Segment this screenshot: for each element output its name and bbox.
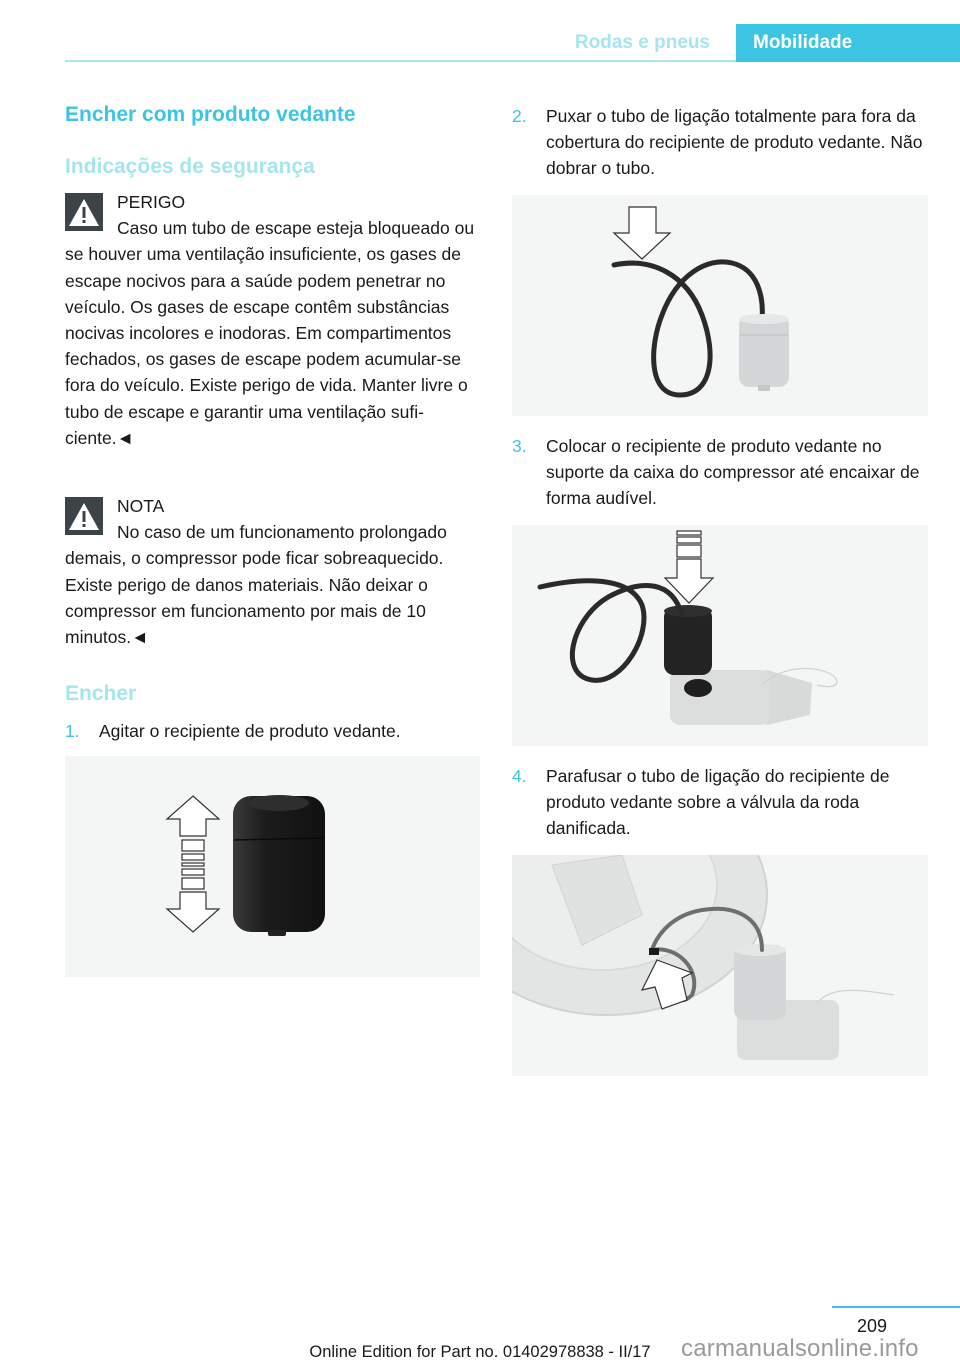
step-4 <box>512 763 928 842</box>
step-text: Agitar o recipiente de produto vedante. <box>99 721 401 741</box>
step-number: 3. <box>512 436 527 456</box>
step-text: Colocar o recipiente de produto vedante no suporte da caixa do compressor até encaixar de forma audível. <box>546 436 920 509</box>
watermark: carmanualsonline.info <box>681 1335 919 1362</box>
connect-hose-to-valve-figure <box>512 855 928 1076</box>
warning-triangle-icon <box>65 497 103 535</box>
double-arrow-icon <box>167 796 219 932</box>
step-3 <box>512 433 928 512</box>
step-number: 4. <box>512 766 527 786</box>
warning-title: NOTA <box>117 496 165 516</box>
page-number: 209 <box>857 1316 888 1336</box>
warning-note <box>65 493 480 650</box>
chapter-tab[interactable]: Mobilidade <box>736 24 960 62</box>
footer-rule <box>832 1306 960 1308</box>
down-arrow-icon <box>614 207 670 259</box>
warning-body: Caso um tubo de escape esteja bloqueado ou se houver uma ventilação insuficiente, os gases de escape nocivos para a saúde podem penetrar no veículo. Os gases de escape contêm substâncias nocivas incolores e inodoras. Em compartimentos fechados, os gases de escape podem acumular-se fora do veículo. Existe perigo de vida. Manter livre o tubo de escape e garantir uma ventilação suficiente.◄ <box>65 218 475 448</box>
step-1 <box>65 718 481 744</box>
safety-heading: Indicações de segurança <box>65 155 315 178</box>
section-tab[interactable]: Rodas e pneus <box>574 32 711 53</box>
pull-out-hose-figure <box>512 195 928 416</box>
down-arrow-icon <box>665 531 713 603</box>
fill-heading: Encher <box>65 682 137 705</box>
warning-title: PERIGO <box>117 192 186 212</box>
step-number: 2. <box>512 106 527 126</box>
warning-danger <box>65 189 480 451</box>
step-text: Puxar o tubo de ligação totalmente para fora da cobertura do recipiente de produto vedante. Não dobrar o tubo. <box>546 106 923 179</box>
warning-triangle-icon <box>65 193 103 231</box>
step-2 <box>512 103 928 182</box>
insert-bottle-into-compressor-figure <box>512 525 928 746</box>
warning-body: No caso de um funcionamento prolongado demais, o compressor pode ficar sobreaquecido. Existe perigo de danos materiais. Não deixar o compressor em funcionamento por mais de 10 minutos.◄ <box>65 522 447 648</box>
edition-label: Online Edition for Part no. 01402978838 - II/17 <box>309 1343 651 1361</box>
step-text: Parafusar o tubo de ligação do recipiente de produto vedante sobre a válvula da roda danificada. <box>546 766 890 839</box>
step-number: 1. <box>65 721 80 741</box>
shake-sealant-bottle-figure <box>65 756 480 977</box>
page-title: Encher com produto vedante <box>65 103 356 126</box>
